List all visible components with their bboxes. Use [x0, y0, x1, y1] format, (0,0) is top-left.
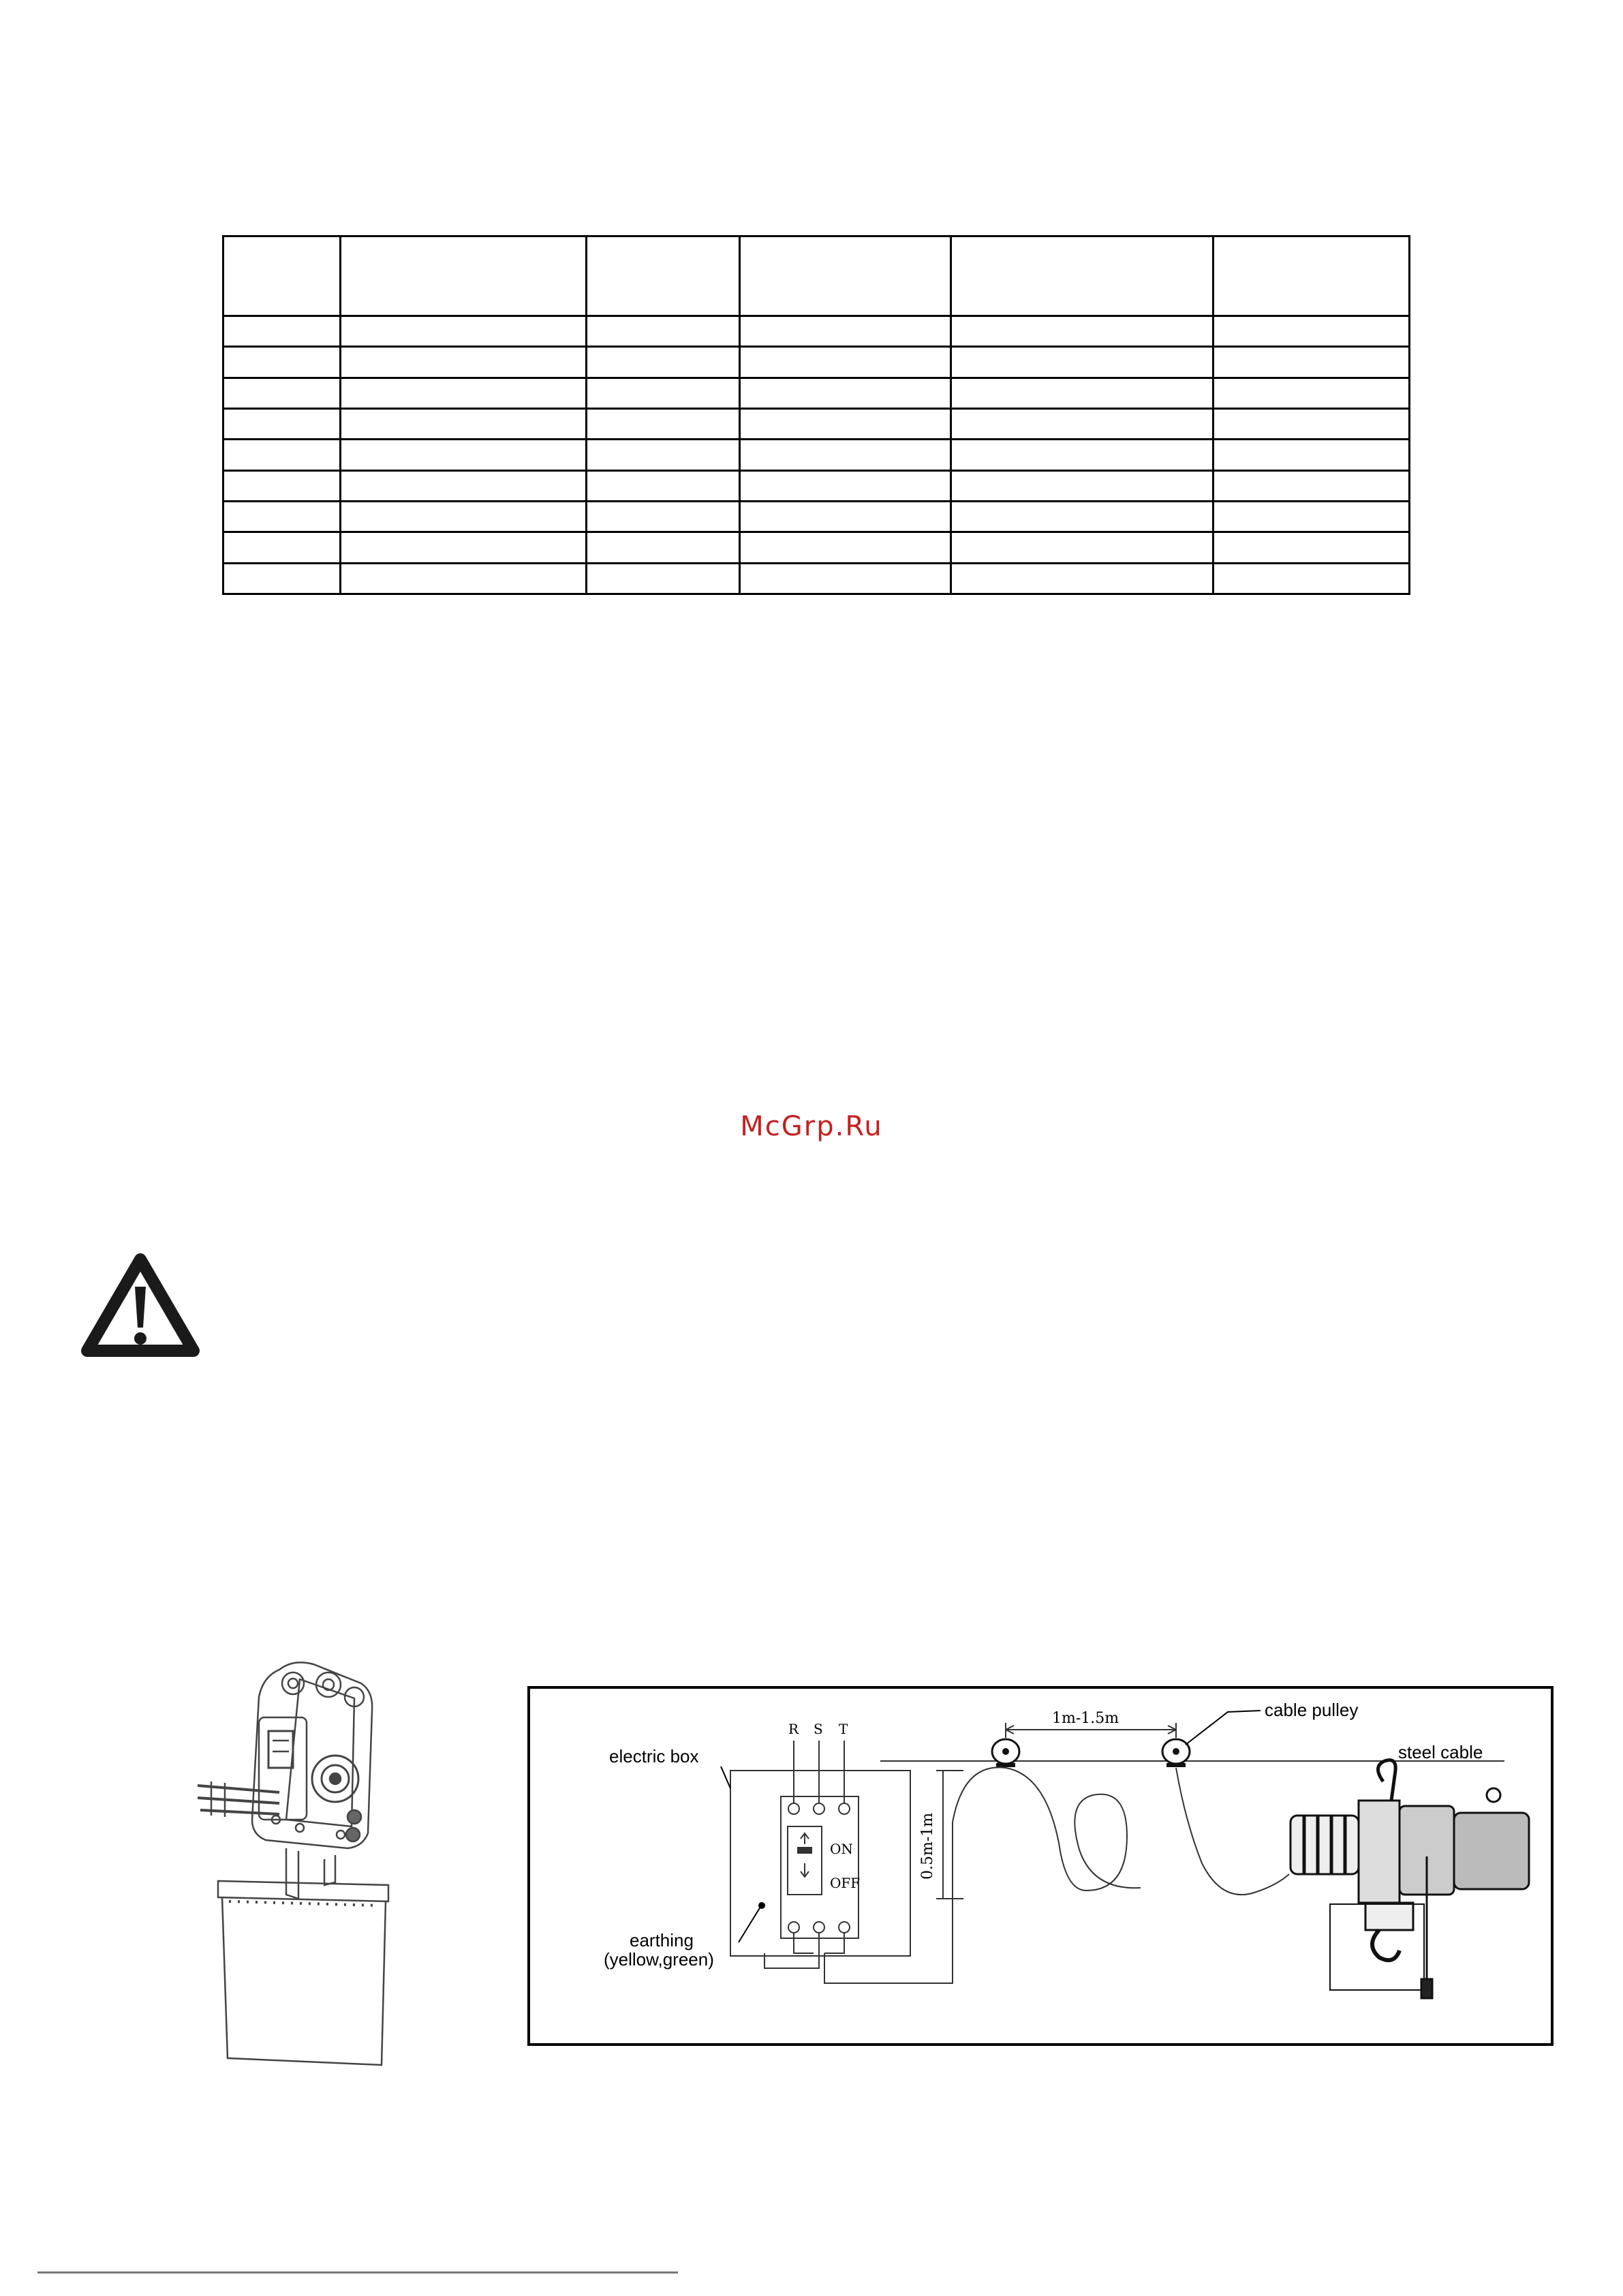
table-cell	[223, 470, 341, 501]
switch-off-label: OFF	[830, 1875, 861, 1891]
table-cell	[951, 501, 1214, 532]
table-cell	[951, 347, 1214, 378]
electric-box-label: electric box	[609, 1746, 699, 1766]
table-cell	[1214, 532, 1410, 563]
table-cell	[223, 408, 341, 439]
table-row	[223, 501, 1410, 532]
table-header-row	[223, 236, 1410, 316]
header-cell	[341, 236, 587, 316]
table-row	[223, 378, 1410, 408]
table-cell	[1214, 316, 1410, 347]
trolley-hoist-drawing	[184, 1656, 409, 2079]
table-cell	[341, 347, 587, 378]
warning-triangle-icon	[80, 1251, 200, 1359]
table-row	[223, 470, 1410, 501]
table-cell	[1214, 563, 1410, 594]
earthing-label: earthing	[630, 1930, 694, 1950]
phase-r-label: R	[788, 1721, 799, 1737]
table-cell	[951, 440, 1214, 470]
cable-pulley-label: cable pulley	[1265, 1700, 1359, 1720]
table-cell	[587, 470, 740, 501]
table-cell	[341, 316, 587, 347]
table-cell	[1214, 501, 1410, 532]
earthing-color-label: (yellow,green)	[604, 1949, 714, 1970]
table-cell	[1214, 440, 1410, 470]
table-row	[223, 532, 1410, 563]
header-cell	[223, 236, 341, 316]
table-cell	[740, 501, 951, 532]
header-cell	[1214, 236, 1410, 316]
table-cell	[223, 563, 341, 594]
table-cell	[740, 378, 951, 408]
table-row	[223, 316, 1410, 347]
table-cell	[223, 532, 341, 563]
table-cell	[341, 563, 587, 594]
table-cell	[587, 378, 740, 408]
table-cell	[951, 378, 1214, 408]
table-row	[223, 440, 1410, 470]
table-cell	[740, 408, 951, 439]
table-cell	[1214, 378, 1410, 408]
wiring-diagram	[527, 1686, 1554, 2046]
table-cell	[587, 347, 740, 378]
table-cell	[341, 440, 587, 470]
table-cell	[1214, 347, 1410, 378]
table-cell	[341, 378, 587, 408]
table-cell	[223, 440, 341, 470]
table-cell	[587, 440, 740, 470]
table-cell	[951, 563, 1214, 594]
table-cell	[951, 408, 1214, 439]
table-cell	[587, 408, 740, 439]
table-cell	[341, 470, 587, 501]
table-cell	[223, 347, 341, 378]
pulley-spacing-label: 1m-1.5m	[1052, 1710, 1119, 1727]
table-cell	[1214, 470, 1410, 501]
header-cell	[740, 236, 951, 316]
phase-s-label: S	[814, 1721, 823, 1737]
table-cell	[740, 563, 951, 594]
table-cell	[587, 563, 740, 594]
table-cell	[341, 408, 587, 439]
table-cell	[951, 316, 1214, 347]
table-cell	[740, 470, 951, 501]
table-cell	[341, 501, 587, 532]
header-cell	[951, 236, 1214, 316]
table-row	[223, 408, 1410, 439]
footer-rule	[37, 2271, 678, 2274]
table-row	[223, 347, 1410, 378]
watermark-text: McGrp.Ru	[740, 1111, 883, 1142]
steel-cable-label: steel cable	[1398, 1742, 1483, 1762]
table-cell	[223, 378, 341, 408]
switch-on-label: ON	[830, 1841, 853, 1857]
table-cell	[223, 501, 341, 532]
drop-height-label: 0.5m-1m	[919, 1812, 936, 1880]
table-cell	[223, 316, 341, 347]
spec-table	[222, 235, 1410, 595]
table-cell	[1214, 408, 1410, 439]
table-row	[223, 563, 1410, 594]
table-cell	[951, 470, 1214, 501]
table-cell	[740, 316, 951, 347]
table-cell	[740, 440, 951, 470]
phase-t-label: T	[839, 1721, 848, 1737]
table-cell	[951, 532, 1214, 563]
header-cell	[587, 236, 740, 316]
table-cell	[587, 316, 740, 347]
table-cell	[740, 347, 951, 378]
table-cell	[587, 532, 740, 563]
table-cell	[587, 501, 740, 532]
table-cell	[740, 532, 951, 563]
table-cell	[341, 532, 587, 563]
